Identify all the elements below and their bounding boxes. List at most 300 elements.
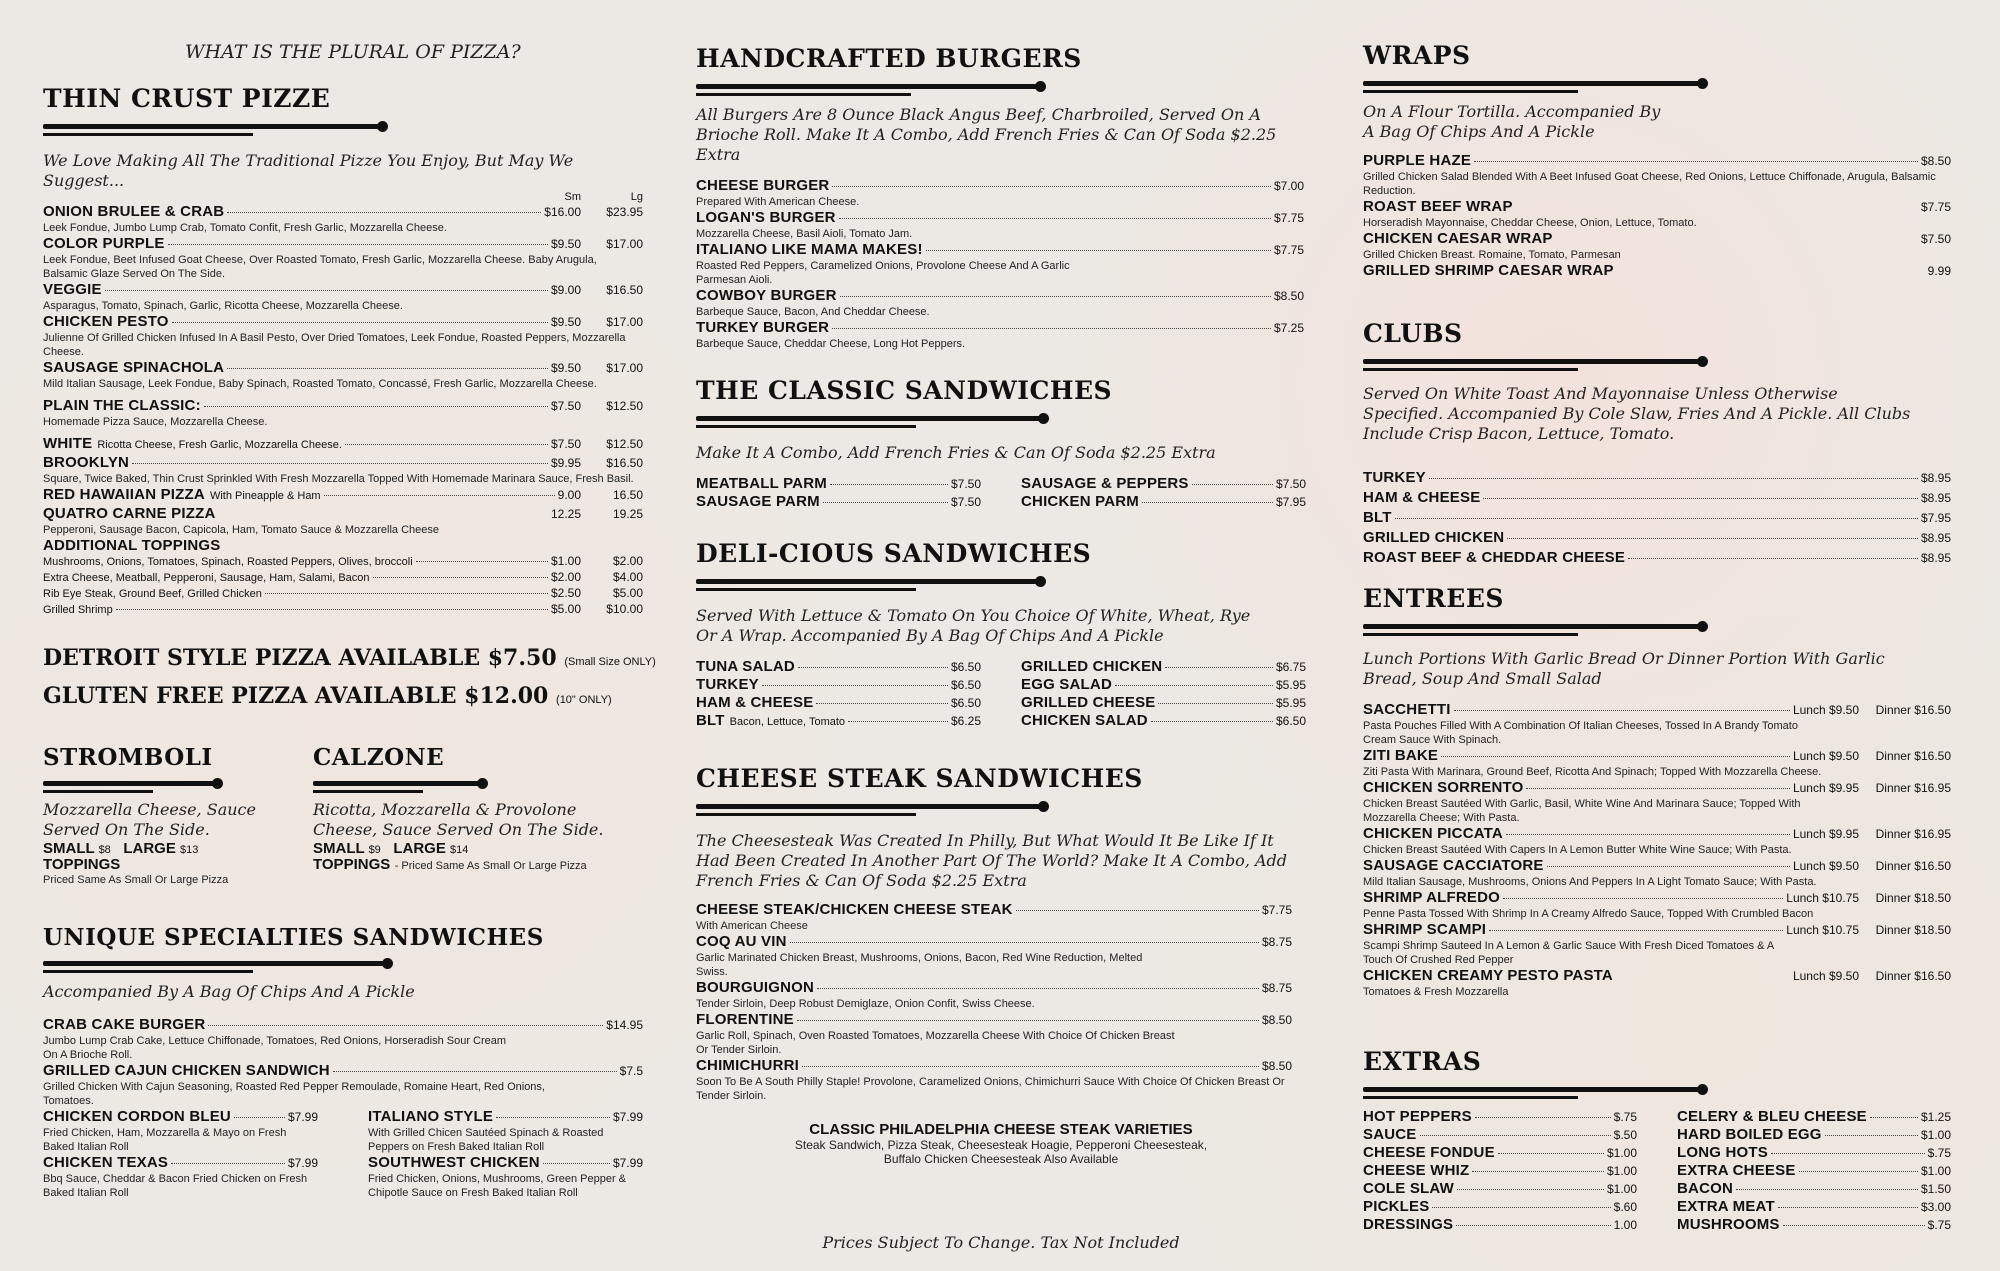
menu-item: [1363, 1198, 1637, 1216]
item-price-dinner: Dinner $16.50: [1875, 702, 1951, 717]
small-price: $9: [368, 844, 381, 857]
item-price-sm: $9.50: [550, 360, 581, 375]
item-price: $.50: [1613, 1127, 1637, 1142]
item-name: CHICKEN CREAMY PESTO PASTA: [1363, 966, 1613, 984]
menu-item: [1363, 152, 1951, 198]
title-rule: [313, 776, 643, 794]
item-name: CRAB CAKE BURGER: [43, 1016, 206, 1034]
item-desc: Tomatoes & Fresh Mozzarella: [1363, 985, 1509, 998]
item-name: SHRIMP SCAMPI: [1363, 920, 1487, 938]
varieties-block: [696, 1121, 1306, 1166]
menu-item: [43, 1016, 643, 1062]
burgers-list: [696, 177, 1304, 351]
item-price: $7.99: [612, 1156, 643, 1171]
menu-item: [696, 287, 1304, 319]
unique-section: [43, 925, 643, 1200]
title-rule: [696, 799, 1306, 817]
item-name: CHICKEN CORDON BLEU: [43, 1108, 231, 1126]
size-header: [43, 191, 643, 203]
topping-row: [43, 554, 643, 570]
item-desc: Julienne Of Grilled Chicken Infused In A Basil Pesto, Over Dried Tomatoes, Leek Fondue, Roasted Peppers, Mozzarella Cheese.: [43, 331, 626, 358]
menu-item: [696, 319, 1304, 351]
item-desc: Homemade Pizza Sauce, Mozzarella Cheese.: [43, 415, 268, 428]
extras-right: [1677, 1108, 1951, 1234]
deli-left: [696, 658, 981, 731]
menu-item: [1021, 676, 1306, 694]
wraps-section: [1363, 42, 1963, 280]
menu-item: [1677, 1162, 1951, 1180]
item-name: BOURGUIGNON: [696, 978, 815, 996]
gluten-line: [43, 683, 612, 709]
item-desc: Grilled Chicken Breast. Romaine, Tomato, Parmesan: [1363, 248, 1621, 261]
extras-grid: [1363, 1108, 1951, 1234]
item-price-lg: 19.25: [612, 506, 643, 521]
item-name: BROOKLYN: [43, 453, 130, 471]
item-desc: Ziti Pasta With Marinara, Ground Beef, Ricotta And Spinach; Topped With Mozzarella Cheese.: [1363, 765, 1822, 778]
menu-item: [1363, 701, 1951, 747]
section-intro: All Burgers Are 8 Ounce Black Angus Beef, Charbroiled, Served On A Brioche Roll. Make It A Combo, Add French Fries & Can Of Soda $2.25 Extra: [696, 104, 1277, 164]
item-price: $1.50: [1920, 1181, 1951, 1196]
section-title: WRAPS: [1363, 41, 1471, 70]
item-price: $7.50: [1920, 231, 1951, 246]
item-name: PURPLE HAZE: [1363, 151, 1472, 169]
item-name: CHICKEN PARM: [1021, 492, 1139, 510]
menu-item: [1677, 1126, 1951, 1144]
item-desc: Chicken Breast Sautéed With Garlic, Basil, White Wine And Marinara Sauce; Topped With Mozzarella Cheese; With Pasta.: [1363, 797, 1801, 824]
item-price: $8.75: [1261, 980, 1292, 995]
item-desc: Soon To Be A South Philly Staple! Provolone, Caramelized Onions, Chimichurri Sauce With Choice Of Chicken Breast Or Tender Sirloin.: [696, 1075, 1285, 1102]
item-price-lg: $12.50: [606, 436, 643, 451]
item-price: $8.95: [1920, 550, 1951, 565]
gluten-text: GLUTEN FREE PIZZA AVAILABLE $12.00: [43, 683, 549, 709]
section-title: EXTRAS: [1363, 1047, 1482, 1076]
item-price-dinner: Dinner $18.50: [1875, 922, 1951, 937]
pizza-section: [43, 85, 643, 618]
item-price-lg: $17.00: [606, 360, 643, 375]
item-price-dinner: Dinner $16.95: [1875, 780, 1951, 795]
item-desc: Chicken Breast Sautéed With Capers In A Lemon Butter White Wine Sauce; With Pasta.: [1363, 843, 1792, 856]
title-rule: [43, 956, 643, 974]
menu-item: [1363, 548, 1951, 568]
item-price: $7.25: [1273, 320, 1304, 335]
item-name: DRESSINGS: [1363, 1215, 1454, 1233]
title-rule: [1363, 354, 1963, 372]
menu-item: [43, 281, 643, 313]
section-title: HANDCRAFTED BURGERS: [696, 44, 1082, 73]
menu-item: [1363, 825, 1951, 857]
small-price: $8: [98, 844, 111, 857]
item-desc: Fried Chicken, Onions, Mushrooms, Green Pepper & Chipotle Sauce on Fresh Baked Italian Roll: [368, 1173, 627, 1200]
menu-item: [1677, 1198, 1951, 1216]
item-name: SOUTHWEST CHICKEN: [368, 1154, 540, 1172]
item-price-sm: 12.25: [550, 506, 581, 521]
menu-item: [1677, 1216, 1951, 1234]
item-name: ONION BRULEE & CRAB: [43, 202, 225, 220]
menu-item: [43, 1154, 318, 1200]
section-title: ENTREES: [1363, 584, 1504, 613]
item-name: CHIMICHURRI: [696, 1056, 800, 1074]
size-lg-label: Lg: [630, 190, 643, 203]
item-name: CHEESE STEAK/CHICKEN CHEESE STEAK: [696, 900, 1013, 918]
menu-item: [696, 493, 981, 511]
item-desc: Roasted Red Peppers, Caramelized Onions, Provolone Cheese And A Garlic Parmesan Aioli.: [696, 259, 1070, 286]
menu-item: [1363, 230, 1951, 262]
item-price: $1.00: [1606, 1163, 1637, 1178]
topping-name: Grilled Shrimp: [43, 603, 113, 616]
topping-price-lg: $2.00: [612, 553, 643, 568]
item-desc: Asparagus, Tomato, Spinach, Garlic, Ricotta Cheese, Mozzarella Cheese.: [43, 299, 403, 312]
item-desc: Jumbo Lump Crab Cake, Lettuce Chiffonade, Tomatoes, Red Onions, Horseradish Sour Cream On A Brioche Roll.: [43, 1035, 507, 1062]
item-name: COLOR PURPLE: [43, 234, 165, 252]
item-name: COQ AU VIN: [696, 932, 787, 950]
item-price: $8.50: [1261, 1058, 1292, 1073]
item-price-lunch: Lunch $10.75: [1786, 890, 1859, 905]
item-price: $7.99: [287, 1156, 318, 1171]
item-desc: With Grilled Chicen Sautéed Spinach & Roasted Peppers on Fresh Baked Italian Roll: [368, 1127, 604, 1154]
item-price-sm: $7.50: [550, 398, 581, 413]
item-price-sm: $9.50: [550, 314, 581, 329]
item-desc: Pasta Pouches Filled With A Combination Of Italian Cheeses, Tossed In A Brandy Tomato Cream Sauce With Spinach.: [1363, 719, 1798, 746]
menu-item: [1363, 889, 1951, 921]
title-rule: [1363, 76, 1963, 94]
item-price-dinner: Dinner $16.95: [1875, 826, 1951, 841]
item-desc: Tender Sirloin, Deep Robust Demiglaze, Onion Confit, Swiss Cheese.: [696, 997, 1035, 1010]
item-price: $7.95: [1275, 494, 1306, 509]
menu-item: [1363, 921, 1951, 967]
item-name: SAUSAGE SPINACHOLA: [43, 358, 225, 376]
item-desc: Leek Fondue, Beet Infused Goat Cheese, Over Roasted Tomato, Fresh Garlic, Mozzarella Cheese. Baby Arugula, Balsamic Glaze Served On The Side.: [43, 253, 597, 280]
menu-item: [1363, 1144, 1637, 1162]
menu-item: [43, 203, 643, 235]
wraps-list: [1363, 152, 1951, 280]
topping-row: [43, 570, 643, 586]
item-name: COLE SLAW: [1363, 1179, 1454, 1197]
burgers-section: [696, 45, 1306, 351]
unique-pairs: [43, 1108, 643, 1200]
menu-item: [696, 979, 1292, 1011]
menu-item: [43, 235, 643, 281]
item-price-dinner: Dinner $16.50: [1875, 748, 1951, 763]
toppings-line: [313, 857, 643, 873]
item-desc: Horseradish Mayonnaise, Cheddar Cheese, Onion, Lettuce, Tomato.: [1363, 216, 1697, 229]
item-price-dinner: Dinner $16.50: [1875, 968, 1951, 983]
item-price: $7.5: [619, 1064, 643, 1079]
clubs-section: [1363, 320, 1963, 568]
item-desc: Mozzarella Cheese, Basil Aioli, Tomato Jam.: [696, 227, 913, 240]
detroit-line: [43, 645, 656, 671]
item-price-lunch: Lunch $9.95: [1792, 780, 1859, 795]
item-name: CHEESE BURGER: [696, 176, 830, 194]
item-name: SAUCE: [1363, 1125, 1417, 1143]
menu-item: [1363, 1108, 1637, 1126]
item-price: $.75: [1613, 1109, 1637, 1124]
deli-right: [1021, 658, 1306, 731]
small-label: SMALL: [313, 840, 365, 858]
item-price-sm: $9.50: [550, 236, 581, 251]
item-price-lunch: Lunch $9.50: [1792, 968, 1859, 983]
item-price-lg: $16.50: [606, 282, 643, 297]
deli-grid: [696, 658, 1306, 731]
section-title: THE CLASSIC SANDWICHES: [696, 376, 1113, 405]
item-name: CHEESE FONDUE: [1363, 1143, 1495, 1161]
title-rule: [696, 574, 1306, 592]
item-desc: Fried Chicken, Ham, Mozzarella & Mayo on Fresh Baked Italian Roll: [43, 1127, 287, 1154]
item-desc: Mild Italian Sausage, Mushrooms, Onions And Peppers In A Light Tomato Sauce; With Pasta.: [1363, 875, 1817, 888]
item-price: 1.00: [1613, 1217, 1637, 1232]
menu-item: [1363, 468, 1951, 488]
item-price: $7.50: [1275, 476, 1306, 491]
item-name: VEGGIE: [43, 280, 102, 298]
menu-item: [1677, 1108, 1951, 1126]
section-intro: Served With Lettuce & Tomato On You Choice Of White, Wheat, Rye Or A Wrap. Accompanied By A Bag Of Chips And A Pickle: [696, 605, 1251, 645]
menu-item: [696, 177, 1304, 209]
menu-item: [368, 1154, 643, 1200]
section-intro: On A Flour Tortilla. Accompanied By A Bag Of Chips And A Pickle: [1363, 101, 1661, 141]
menu-item: [696, 241, 1304, 287]
item-price-lg: $17.00: [606, 314, 643, 329]
item-price: $6.75: [1275, 659, 1306, 674]
item-price-sm: $16.00: [544, 204, 581, 219]
item-desc: Bbq Sauce, Cheddar & Bacon Fried Chicken on Fresh Baked Italian Roll: [43, 1173, 308, 1200]
item-price: $8.95: [1920, 470, 1951, 485]
item-price: $6.50: [950, 695, 981, 710]
title-rule: [696, 411, 1306, 429]
menu-item: [1363, 1216, 1637, 1234]
menu-item: [1021, 658, 1306, 676]
item-name: EGG SALAD: [1021, 675, 1112, 693]
varieties-desc: Steak Sandwich, Pizza Steak, Cheesesteak Hoagie, Pepperoni Cheesesteak, Buffalo Chicken Cheesesteak Also Available: [794, 1137, 1208, 1166]
menu-item: [43, 1062, 643, 1108]
section-title: THIN CRUST PIZZE: [43, 84, 331, 113]
topping-name: Rib Eye Steak, Ground Beef, Grilled Chicken: [43, 587, 262, 600]
large-price: $13: [180, 844, 199, 857]
detroit-text: DETROIT STYLE PIZZA AVAILABLE $7.50: [43, 645, 557, 671]
item-price: $7.00: [1273, 178, 1304, 193]
item-name: SAUSAGE & PEPPERS: [1021, 474, 1189, 492]
item-name: SHRIMP ALFREDO: [1363, 888, 1500, 906]
item-price-lg: $17.00: [606, 236, 643, 251]
item-name: GRILLED CHICKEN: [1363, 528, 1505, 546]
item-price: $1.00: [1606, 1181, 1637, 1196]
topping-price-sm: $2.00: [550, 569, 581, 584]
detroit-note: (Small Size ONLY): [564, 656, 656, 668]
item-price: $8.95: [1920, 490, 1951, 505]
item-name: CHICKEN CAESAR WRAP: [1363, 229, 1553, 247]
item-price: $8.50: [1273, 288, 1304, 303]
item-price: $14.95: [606, 1018, 643, 1033]
steak-section: [696, 765, 1306, 1166]
topping-price-sm: $5.00: [550, 601, 581, 616]
item-name: MEATBALL PARM: [696, 474, 827, 492]
title-rule: [1363, 1082, 1963, 1100]
item-desc: Grilled Chicken With Cajun Seasoning, Roasted Red Pepper Remoulade, Romaine Heart, Red Onions, Tomatoes.: [43, 1081, 545, 1108]
gluten-note: (10" ONLY): [556, 694, 612, 706]
item-price: $5.95: [1275, 695, 1306, 710]
large-price: $14: [450, 844, 469, 857]
item-name: LONG HOTS: [1677, 1143, 1768, 1161]
item-name: CHICKEN SALAD: [1021, 711, 1148, 729]
item-name: CHICKEN SORRENTO: [1363, 778, 1524, 796]
item-name: ROAST BEEF & CHEDDAR CHEESE: [1363, 548, 1626, 566]
item-name: SAUSAGE PARM: [696, 492, 820, 510]
menu-item: [43, 397, 643, 429]
item-price: 9.99: [1927, 263, 1951, 278]
item-price: $8.50: [1261, 1012, 1292, 1027]
menu-item: [43, 486, 643, 505]
size-prices: [313, 840, 643, 857]
section-title: STROMBOLI: [43, 744, 213, 771]
item-price: $8.50: [1920, 153, 1951, 168]
title-rule: [43, 776, 283, 794]
size-prices: [43, 840, 283, 857]
section-intro: Ricotta, Mozzarella & Provolone Cheese, Sauce Served On The Side.: [313, 800, 604, 840]
item-name: RED HAWAIIAN PIZZA: [43, 485, 205, 503]
menu-item: [1363, 967, 1951, 999]
item-price: $8.95: [1920, 530, 1951, 545]
menu-item: [1363, 198, 1951, 230]
item-price-sm: $9.95: [550, 455, 581, 470]
item-name: GRILLED SHRIMP CAESAR WRAP: [1363, 261, 1614, 279]
title-rule: [696, 79, 1306, 97]
item-price: $1.00: [1920, 1163, 1951, 1178]
item-desc: Barbeque Sauce, Bacon, And Cheddar Cheese.: [696, 305, 930, 318]
item-price: $7.50: [950, 494, 981, 509]
item-name: HAM & CHEESE: [696, 693, 814, 711]
pizza-list: [43, 203, 643, 618]
menu-item: [1363, 779, 1951, 825]
menu-item: [1677, 1180, 1951, 1198]
section-title: UNIQUE SPECIALTIES SANDWICHES: [43, 924, 544, 951]
item-inline-desc: Ricotta Cheese, Fresh Garlic, Mozzarella Cheese.: [97, 438, 342, 451]
extras-section: [1363, 1048, 1963, 1234]
menu-item: [696, 901, 1292, 933]
classic-grid: [696, 475, 1306, 511]
item-price: $7.99: [612, 1110, 643, 1125]
item-name: CHICKEN PESTO: [43, 312, 169, 330]
item-price-dinner: Dinner $18.50: [1875, 890, 1951, 905]
calzone-section: [313, 745, 643, 873]
menu-item: [1363, 528, 1951, 548]
menu-item: [696, 933, 1292, 979]
item-name: FLORENTINE: [696, 1010, 794, 1028]
item-name: ZITI BAKE: [1363, 746, 1439, 764]
entrees-section: [1363, 585, 1963, 999]
menu-item: [696, 712, 981, 731]
item-price: $6.50: [950, 659, 981, 674]
item-price-sm: $7.50: [550, 436, 581, 451]
menu-item: [43, 1108, 318, 1154]
extras-left: [1363, 1108, 1637, 1234]
section-title: CHEESE STEAK SANDWICHES: [696, 764, 1143, 793]
menu-item: [696, 658, 981, 676]
menu-item: [43, 505, 643, 537]
item-desc: Square, Twice Baked, Thin Crust Sprinkled With Fresh Mozzarella Topped With Homemade Marinara Sauce, Fresh Basil.: [43, 472, 634, 485]
item-price: $7.75: [1273, 210, 1304, 225]
toppings-desc: Priced Same As Small Or Large Pizza: [43, 874, 229, 887]
item-name: BACON: [1677, 1179, 1733, 1197]
topping-price-lg: $5.00: [612, 585, 643, 600]
item-price: $8.75: [1261, 934, 1292, 949]
menu-item: [1363, 857, 1951, 889]
menu-item: [43, 435, 643, 454]
item-name: BLT: [696, 711, 725, 729]
small-label: SMALL: [43, 840, 95, 858]
toppings-label: TOPPINGS: [313, 856, 391, 874]
item-name: ITALIANO STYLE: [368, 1108, 494, 1126]
section-intro: Make It A Combo, Add French Fries & Can Of Soda $2.25 Extra: [696, 442, 1216, 462]
item-name: HARD BOILED EGG: [1677, 1125, 1822, 1143]
menu-item: [696, 209, 1304, 241]
item-name: CELERY & BLEU CHEESE: [1677, 1107, 1867, 1125]
clubs-list: [1363, 468, 1951, 568]
item-name: HAM & CHEESE: [1363, 488, 1481, 506]
topping-name: Extra Cheese, Meatball, Pepperoni, Sausage, Ham, Salami, Bacon: [43, 571, 370, 584]
item-name: EXTRA MEAT: [1677, 1197, 1775, 1215]
menu-item: [43, 454, 643, 486]
item-name: SACCHETTI: [1363, 700, 1451, 718]
item-price: $5.95: [1275, 677, 1306, 692]
item-desc: Leek Fondue, Jumbo Lump Crab, Tomato Confit, Fresh Garlic, Mozzarella Cheese.: [43, 221, 447, 234]
item-name: TURKEY: [1363, 468, 1426, 486]
item-price: $.60: [1613, 1199, 1637, 1214]
item-desc: Penne Pasta Tossed With Shrimp In A Creamy Alfredo Sauce, Topped With Crumbled Bacon: [1363, 907, 1814, 920]
item-name: WHITE: [43, 434, 93, 452]
item-name: TURKEY: [696, 675, 759, 693]
item-price: $.75: [1927, 1145, 1951, 1160]
header-question: WHAT IS THE PLURAL OF PIZZA?: [185, 41, 521, 63]
topping-row: [43, 586, 643, 602]
item-price: $1.25: [1920, 1109, 1951, 1124]
menu-item: [1021, 694, 1306, 712]
entrees-list: [1363, 701, 1951, 999]
item-desc: Pepperoni, Sausage Bacon, Capicola, Ham, Tomato Sauce & Mozzarella Cheese: [43, 523, 440, 536]
item-name: EXTRA CHEESE: [1677, 1161, 1796, 1179]
topping-price-sm: $1.00: [550, 553, 581, 568]
item-desc: Prepared With American Cheese.: [696, 195, 860, 208]
section-title: DELI-CIOUS SANDWICHES: [696, 539, 1092, 568]
topping-price-lg: $10.00: [606, 601, 643, 616]
topping-price-lg: $4.00: [612, 569, 643, 584]
unique-list: [43, 1016, 643, 1200]
section-intro: The Cheesesteak Was Created In Philly, But What Would It Be Like If It Had Been Created In Another Part Of The World? Make It A Combo, Add French Fries & Can Of Soda $2.25 Extra: [696, 830, 1288, 890]
item-price: $7.95: [1920, 510, 1951, 525]
menu-item: [1363, 1162, 1637, 1180]
item-price: $6.25: [950, 713, 981, 728]
menu-item: [43, 359, 643, 391]
item-desc: Grilled Chicken Salad Blended With A Beet Infused Goat Cheese, Red Onions, Lettuce Chiffonade, Arugula, Balsamic Reduction.: [1363, 170, 1936, 197]
item-inline-desc: With Pineapple & Ham: [209, 489, 321, 502]
menu-item: [1021, 712, 1306, 730]
item-name: COWBOY BURGER: [696, 286, 837, 304]
section-intro: Served On White Toast And Mayonnaise Unless Otherwise Specified. Accompanied By Cole Slaw, Fries And A Pickle. All Clubs Include Crisp Bacon, Lettuce, Tomato.: [1363, 383, 1911, 443]
menu-item: [696, 676, 981, 694]
item-inline-desc: Bacon, Lettuce, Tomato: [729, 715, 846, 728]
topping-name: Mushrooms, Onions, Tomatoes, Spinach, Roasted Peppers, Olives, broccoli: [43, 555, 413, 568]
item-price: $.75: [1927, 1217, 1951, 1232]
topping-row: [43, 602, 643, 618]
item-name: MUSHROOMS: [1677, 1215, 1780, 1233]
item-name: SAUSAGE CACCIATORE: [1363, 856, 1544, 874]
item-desc: Mild Italian Sausage, Leek Fondue, Baby Spinach, Roasted Tomato, Concassé, Fresh Garlic, Mozzarella Cheese.: [43, 377, 597, 390]
menu-item: [368, 1108, 643, 1154]
classic-right: [1021, 475, 1306, 511]
item-price: $7.50: [950, 476, 981, 491]
menu-item: [696, 694, 981, 712]
item-price-lg: $16.50: [606, 455, 643, 470]
item-name: CHICKEN PICCATA: [1363, 824, 1503, 842]
item-name: CHICKEN TEXAS: [43, 1154, 169, 1172]
item-price-lunch: Lunch $9.95: [1792, 826, 1859, 841]
